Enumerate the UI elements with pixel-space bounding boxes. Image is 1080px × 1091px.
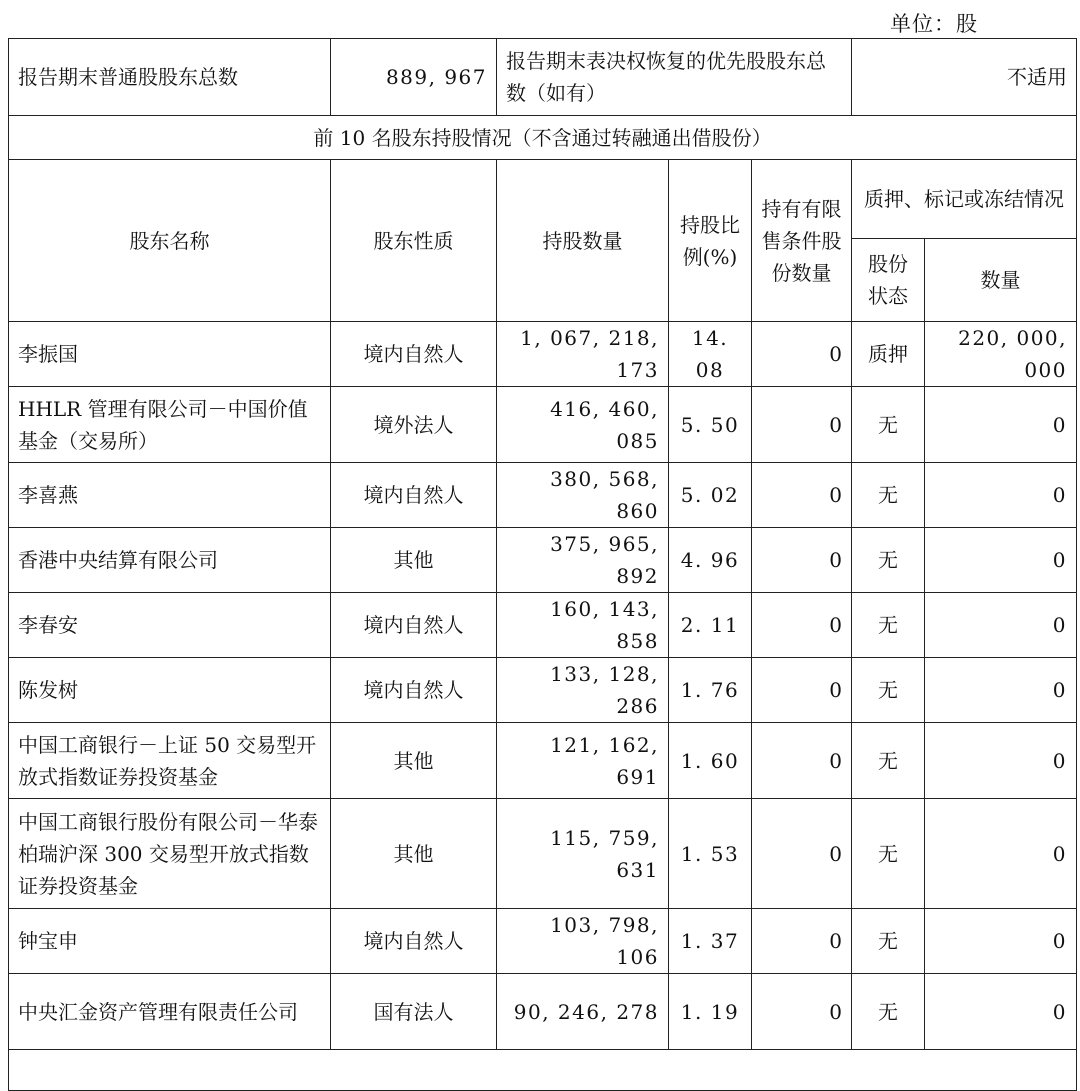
holder-shares: 103, 798, 106: [497, 909, 669, 974]
table-row: [9, 528, 1077, 593]
holder-name: HHLR 管理有限公司－中国价值基金（交易所）: [9, 387, 331, 463]
holder-status: 无: [852, 909, 925, 974]
holder-nature: 国有法人: [331, 974, 497, 1050]
holder-status: 无: [852, 723, 925, 799]
holder-status: 无: [852, 974, 925, 1050]
common-holders-value: 889, 967: [331, 39, 497, 116]
continuation-cell: [9, 1050, 1077, 1091]
header-quantity: 数量: [925, 239, 1077, 322]
header-ratio: 持股比例(%): [669, 160, 752, 322]
holder-name: 香港中央结算有限公司: [9, 528, 331, 593]
holder-nature: 其他: [331, 528, 497, 593]
header-row: [9, 160, 1077, 239]
header-pledge-group: 质押、标记或冻结情况: [852, 160, 1077, 239]
holder-ratio: 5. 02: [669, 463, 752, 528]
holder-shares: 375, 965, 892: [497, 528, 669, 593]
header-name: 股东名称: [9, 160, 331, 322]
holder-shares: 133, 128, 286: [497, 658, 669, 723]
table-row: [9, 463, 1077, 528]
holder-restricted: 0: [752, 322, 852, 387]
table-row: [9, 974, 1077, 1050]
holder-shares: 160, 143, 858: [497, 593, 669, 658]
holder-restricted: 0: [752, 909, 852, 974]
unit-label: 单位：股: [890, 12, 978, 36]
preferred-holders-label: 报告期末表决权恢复的优先股股东总数（如有）: [497, 39, 852, 116]
holder-status: 质押: [852, 322, 925, 387]
holder-shares: 121, 162, 691: [497, 723, 669, 799]
holder-nature: 其他: [331, 799, 497, 909]
holder-ratio: 5. 50: [669, 387, 752, 463]
holder-ratio: 1. 37: [669, 909, 752, 974]
holder-quantity: 0: [925, 723, 1077, 799]
table-row: [9, 723, 1077, 799]
holder-quantity: 0: [925, 528, 1077, 593]
header-restricted: 持有有限售条件股份数量: [752, 160, 852, 322]
holder-status: 无: [852, 658, 925, 723]
shareholders-table: [8, 38, 1077, 1091]
holder-restricted: 0: [752, 387, 852, 463]
table-row: [9, 387, 1077, 463]
holder-quantity: 0: [925, 974, 1077, 1050]
holder-nature: 其他: [331, 723, 497, 799]
holder-status: 无: [852, 463, 925, 528]
section-title: 前 10 名股东持股情况（不含通过转融通出借股份）: [9, 116, 1077, 160]
holder-name: 李喜燕: [9, 463, 331, 528]
holder-restricted: 0: [752, 463, 852, 528]
holder-shares: 416, 460, 085: [497, 387, 669, 463]
holder-restricted: 0: [752, 528, 852, 593]
holder-name: 李振国: [9, 322, 331, 387]
holder-quantity: 0: [925, 658, 1077, 723]
holder-name: 中央汇金资产管理有限责任公司: [9, 974, 331, 1050]
holder-nature: 境内自然人: [331, 463, 497, 528]
section-title-row: [9, 116, 1077, 160]
common-holders-label: 报告期末普通股股东总数: [9, 39, 331, 116]
table-continuation-row: [9, 1050, 1077, 1091]
table-row: [9, 658, 1077, 723]
preferred-holders-value: 不适用: [852, 39, 1077, 116]
header-nature: 股东性质: [331, 160, 497, 322]
holder-nature: 境外法人: [331, 387, 497, 463]
holder-restricted: 0: [752, 974, 852, 1050]
holder-shares: 115, 759, 631: [497, 799, 669, 909]
holder-shares: 90, 246, 278: [497, 974, 669, 1050]
table-row: [9, 322, 1077, 387]
holder-name: 中国工商银行－上证 50 交易型开放式指数证券投资基金: [9, 723, 331, 799]
header-shares: 持股数量: [497, 160, 669, 322]
table-row: [9, 799, 1077, 909]
holder-status: 无: [852, 799, 925, 909]
holder-ratio: 1. 60: [669, 723, 752, 799]
holder-quantity: 0: [925, 909, 1077, 974]
holder-ratio: 14. 08: [669, 322, 752, 387]
header-status: 股份状态: [852, 239, 925, 322]
holder-ratio: 2. 11: [669, 593, 752, 658]
holder-quantity: 0: [925, 463, 1077, 528]
holder-ratio: 1. 76: [669, 658, 752, 723]
holder-restricted: 0: [752, 723, 852, 799]
holder-ratio: 4. 96: [669, 528, 752, 593]
holder-nature: 境内自然人: [331, 593, 497, 658]
holder-status: 无: [852, 528, 925, 593]
holder-status: 无: [852, 593, 925, 658]
holder-ratio: 1. 53: [669, 799, 752, 909]
table-row: [9, 593, 1077, 658]
holder-quantity: 220, 000, 000: [925, 322, 1077, 387]
holder-nature: 境内自然人: [331, 658, 497, 723]
holder-ratio: 1. 19: [669, 974, 752, 1050]
holder-quantity: 0: [925, 387, 1077, 463]
table-row: [9, 909, 1077, 974]
holder-quantity: 0: [925, 593, 1077, 658]
holder-status: 无: [852, 387, 925, 463]
holder-name: 中国工商银行股份有限公司－华泰柏瑞沪深 300 交易型开放式指数证券投资基金: [9, 799, 331, 909]
holder-name: 陈发树: [9, 658, 331, 723]
holder-restricted: 0: [752, 593, 852, 658]
holder-name: 钟宝申: [9, 909, 331, 974]
holder-restricted: 0: [752, 658, 852, 723]
holder-quantity: 0: [925, 799, 1077, 909]
holder-shares: 380, 568, 860: [497, 463, 669, 528]
holder-shares: 1, 067, 218, 173: [497, 322, 669, 387]
holder-nature: 境内自然人: [331, 322, 497, 387]
holder-nature: 境内自然人: [331, 909, 497, 974]
holder-name: 李春安: [9, 593, 331, 658]
holder-restricted: 0: [752, 799, 852, 909]
summary-row: [9, 39, 1077, 116]
